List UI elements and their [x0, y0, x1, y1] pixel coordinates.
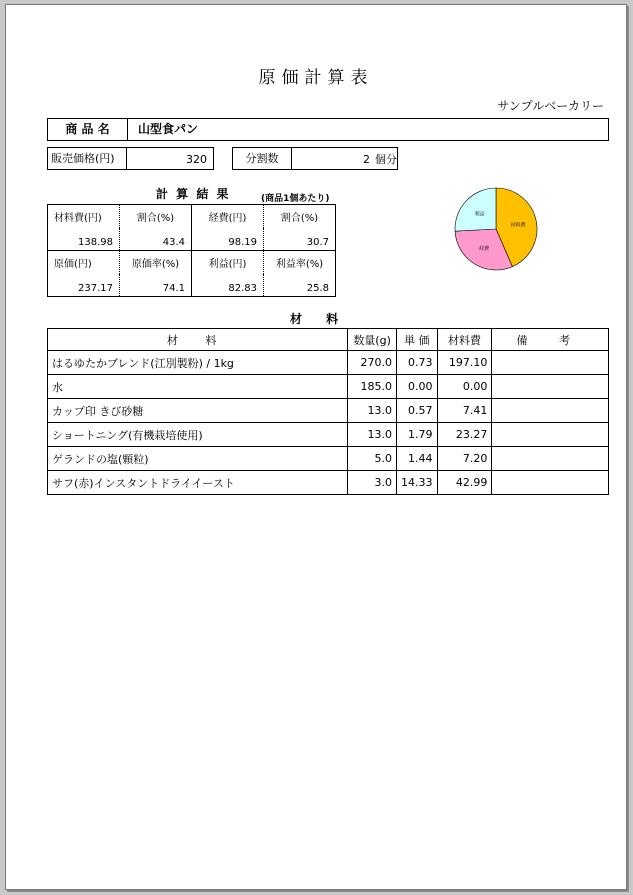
- table-cell: 197.10: [437, 351, 492, 375]
- split-label: 分割数: [233, 148, 292, 169]
- table-cell: 13.0: [348, 423, 397, 447]
- table-cell: [492, 399, 609, 423]
- table-cell: 0.00: [437, 375, 492, 399]
- result-label: 利益(円): [192, 251, 264, 274]
- split-unit: 個分: [375, 153, 397, 166]
- page-title: 原価計算表: [258, 68, 374, 88]
- table-cell: 水: [48, 375, 348, 399]
- results-table: [47, 204, 336, 297]
- table-cell: 5.0: [348, 447, 397, 471]
- table-row: [48, 447, 609, 471]
- table-cell: 0.00: [397, 375, 438, 399]
- result-label: 割合(%): [264, 205, 336, 228]
- table-cell: 23.27: [437, 423, 492, 447]
- result-value: 43.4: [120, 228, 192, 251]
- result-value: 30.7: [264, 228, 336, 251]
- table-cell: 0.73: [397, 351, 438, 375]
- table-cell: サフ(赤)インスタントドライイースト: [48, 471, 348, 495]
- price-value: 320: [186, 153, 207, 166]
- table-cell: 270.0: [348, 351, 397, 375]
- table-cell: 7.20: [437, 447, 492, 471]
- pie-slice-label: 利益: [474, 211, 485, 218]
- table-cell: 7.41: [437, 399, 492, 423]
- result-label: 利益率(%): [264, 251, 336, 274]
- table-cell: 13.0: [348, 399, 397, 423]
- result-label: 原価率(%): [120, 251, 192, 274]
- results-note: (商品1個あたり): [261, 194, 330, 204]
- table-cell: 1.44: [397, 447, 438, 471]
- materials-header-cell: 材 料: [48, 329, 348, 351]
- table-cell: 3.0: [348, 471, 397, 495]
- table-cell: [492, 423, 609, 447]
- pie-slice-label: 材料費: [510, 222, 526, 229]
- result-value: 82.83: [192, 274, 264, 297]
- materials-header-cell: 備 考: [492, 329, 609, 351]
- table-cell: 185.0: [348, 375, 397, 399]
- result-value: 74.1: [120, 274, 192, 297]
- document-page: [5, 4, 627, 890]
- materials-table: [47, 328, 609, 495]
- table-cell: ゲランドの塩(顆粒): [48, 447, 348, 471]
- materials-header-cell: 材料費: [437, 329, 492, 351]
- table-row: [48, 399, 609, 423]
- result-value: 25.8: [264, 274, 336, 297]
- result-value: 98.19: [192, 228, 264, 251]
- cost-pie-chart: [446, 181, 546, 277]
- table-cell: ショートニング(有機栽培使用): [48, 423, 348, 447]
- table-cell: はるゆたかブレンド(江別製粉) / 1kg: [48, 351, 348, 375]
- product-label: 商 品 名: [48, 119, 128, 140]
- table-cell: カップ印 きび砂糖: [48, 399, 348, 423]
- table-row: [48, 471, 609, 495]
- table-cell: [492, 447, 609, 471]
- table-row: [48, 351, 609, 375]
- split-box: [232, 147, 398, 170]
- result-value: 237.17: [48, 274, 120, 297]
- table-row: [48, 375, 609, 399]
- result-label: 材料費(円): [48, 205, 120, 228]
- product-name: 山型食パン: [138, 122, 199, 136]
- materials-header-cell: 数量(g): [348, 329, 397, 351]
- result-label: 割合(%): [120, 205, 192, 228]
- results-heading: 計 算 結 果: [156, 187, 231, 201]
- company-name: サンプルベーカリー: [497, 99, 604, 113]
- table-cell: [492, 471, 609, 495]
- materials-heading: 材 料: [290, 312, 349, 326]
- result-label: 原価(円): [48, 251, 120, 274]
- price-box: [47, 147, 214, 170]
- table-cell: [492, 351, 609, 375]
- table-cell: [492, 375, 609, 399]
- table-cell: 14.33: [397, 471, 438, 495]
- product-row: [47, 118, 609, 141]
- result-value: 138.98: [48, 228, 120, 251]
- materials-header-cell: 単 価: [397, 329, 438, 351]
- table-cell: 1.79: [397, 423, 438, 447]
- split-value: 2: [363, 153, 370, 166]
- pie-slice-label: 経費: [479, 246, 490, 253]
- table-row: [48, 423, 609, 447]
- table-cell: 0.57: [397, 399, 438, 423]
- result-label: 経費(円): [192, 205, 264, 228]
- table-cell: 42.99: [437, 471, 492, 495]
- pie-slice: [455, 188, 496, 231]
- price-label: 販売価格(円): [51, 148, 127, 169]
